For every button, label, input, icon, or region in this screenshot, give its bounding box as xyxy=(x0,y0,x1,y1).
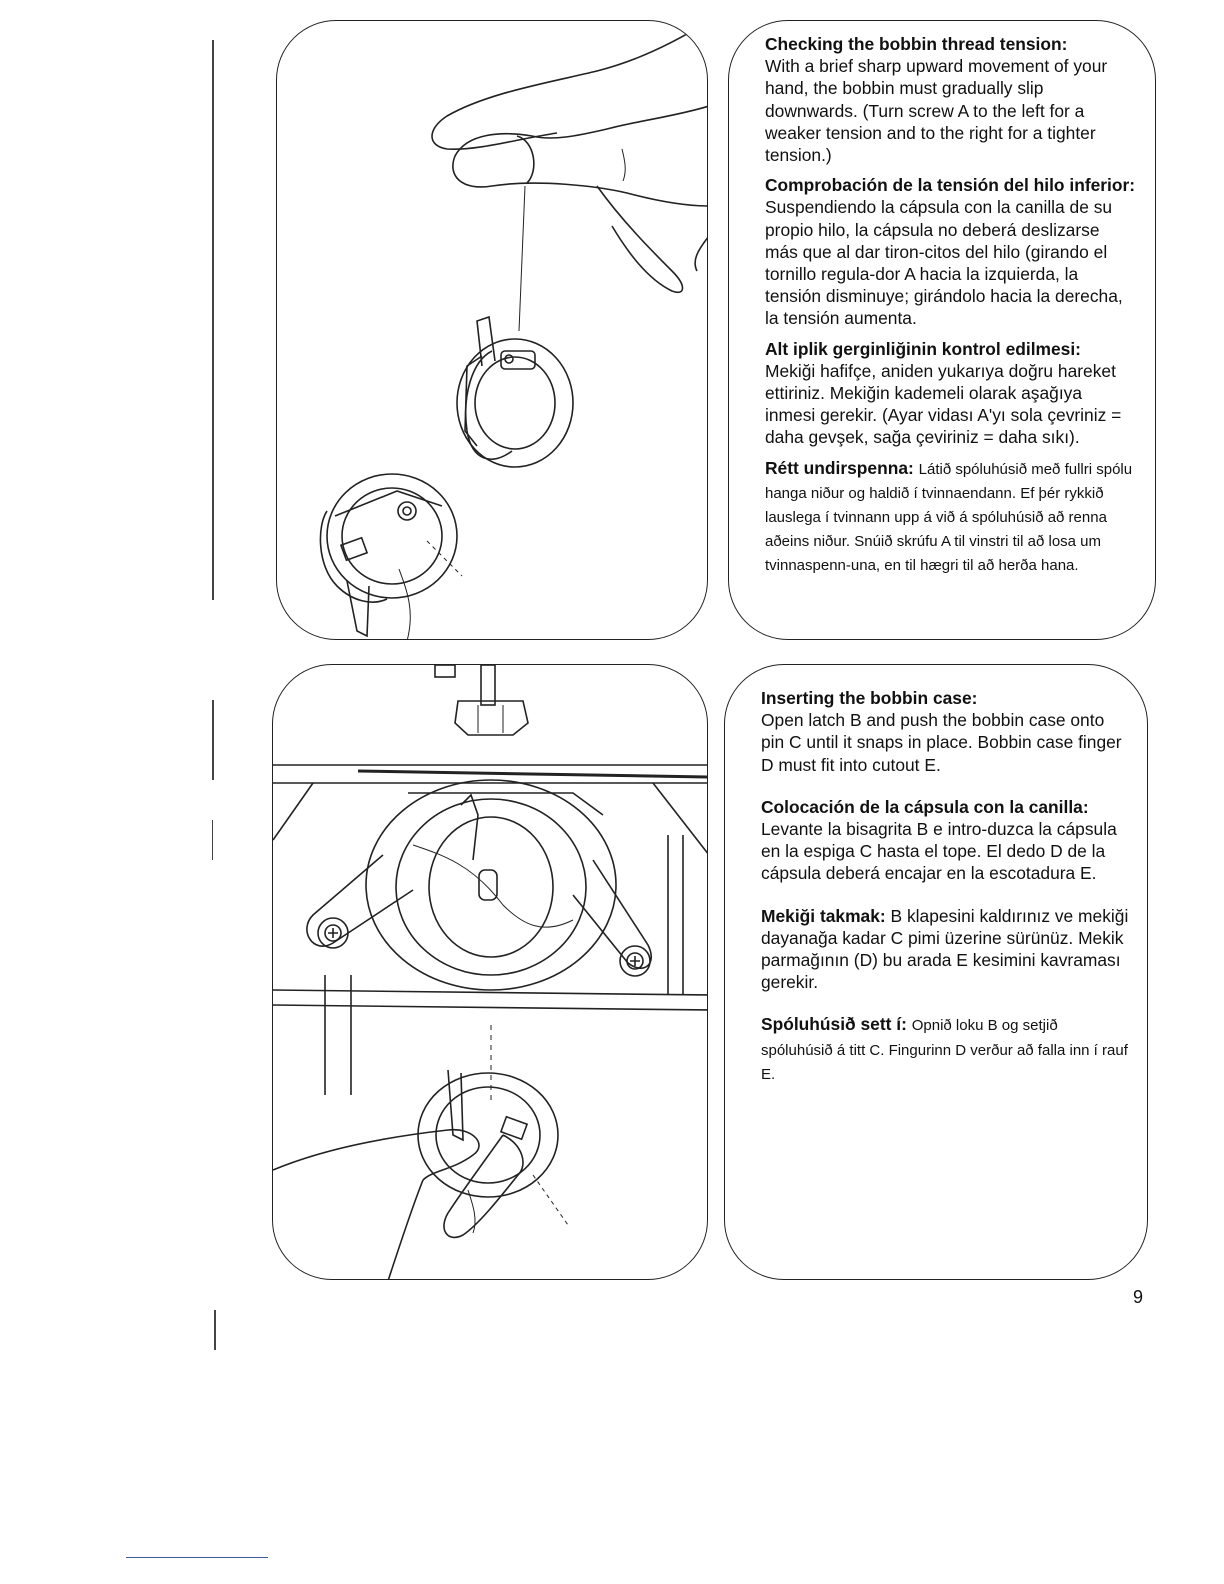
section-heading: Spóluhúsið sett í: xyxy=(761,1014,907,1035)
section-body: Open latch B and push the bobbin case onto pin C until it snaps in place. Bobbin case finger D must fit into cutout E. xyxy=(761,710,1122,775)
bobbin-tension-drawing xyxy=(277,21,708,640)
inserting-bobbin-tr xyxy=(761,905,1129,994)
section-heading: Colocación de la cápsula con la canilla: xyxy=(761,796,1089,817)
binding-mark xyxy=(212,700,214,780)
inserting-bobbin-en xyxy=(761,687,1129,776)
section-heading: Rétt undirspenna: xyxy=(765,457,914,478)
binding-mark xyxy=(212,40,214,600)
bobbin-insert-drawing xyxy=(273,665,708,1280)
section-heading: Mekiği takmak: xyxy=(761,905,886,926)
section-body: Suspendiendo la cápsula con la canilla de su propio hilo, la cápsula no deberá deslizarse más que al dar tiron-citos del hilo (girando el tornillo regula-dor A hacia la izquierda, la tensión disminuye; girándolo hacia la derecha, la tensión aumenta. xyxy=(765,197,1123,329)
section-body: Mekiği hafifçe, aniden yukarıya doğru hareket ettiriniz. Mekiğin kademeli olarak aşağıya inmesi gerekir. (Ayar vidası A'yı sola çevriniz = daha gevşek, sağa çeviriniz = daha sıkı). xyxy=(765,360,1122,448)
bobbin-tension-en xyxy=(765,33,1137,166)
inserting-bobbin-case-text-panel xyxy=(724,664,1148,1280)
bottom-rule xyxy=(126,1557,268,1558)
bobbin-tension-es xyxy=(765,174,1137,329)
inserting-bobbin-case-illustration xyxy=(272,664,708,1280)
section-body: B klapesini kaldırınız ve mekiği dayanağa kadar C pimi üzerine sürünüz. Mekik parmağının (D) bu arada E kesimini kavraması gerekir. xyxy=(761,905,1129,993)
bobbin-tension-is xyxy=(765,457,1137,578)
bobbin-tension-tr xyxy=(765,338,1137,449)
inserting-bobbin-es xyxy=(761,796,1129,885)
inserting-bobbin-is xyxy=(761,1013,1129,1086)
binding-mark xyxy=(214,1310,216,1350)
hand-holding-bobbin-case-illustration xyxy=(276,20,708,640)
section-heading: Comprobación de la tensión del hilo inferior: xyxy=(765,175,1136,196)
section-heading: Inserting the bobbin case: xyxy=(761,688,978,708)
section-body: Látið spóluhúsið með fullri spólu hanga niður og haldið í tvinnaendann. Ef þér rykkið lauslega í tvinnann upp á við á spóluhúsið að renna aðeins niður. Snúið skrúfu A til vinstri til að losa um tvinnaspenn-una, en til hægri til að herða hana. xyxy=(765,460,1133,575)
page-number: 9 xyxy=(1133,1287,1144,1307)
section-heading: Checking the bobbin thread tension: xyxy=(765,34,1068,54)
section-body: Opnið loku B og setjið spóluhúsið á titt C. Fingurinn D verður að falla inn í rauf E. xyxy=(761,1017,1128,1083)
binding-mark xyxy=(212,820,213,860)
bobbin-tension-text-panel xyxy=(728,20,1156,640)
section-body: Levante la bisagrita B e intro-duzca la cápsula en la espiga C hasta el tope. El dedo D de la cápsula deberá encajar en la escotadura E. xyxy=(761,819,1117,884)
section-heading: Alt iplik gerginliğinin kontrol edilmesi: xyxy=(765,338,1081,359)
section-body: With a brief sharp upward movement of your hand, the bobbin must gradually slip downwards. (Turn screw A to the left for a weaker tension and to the right for a tighter tension.) xyxy=(765,56,1108,166)
